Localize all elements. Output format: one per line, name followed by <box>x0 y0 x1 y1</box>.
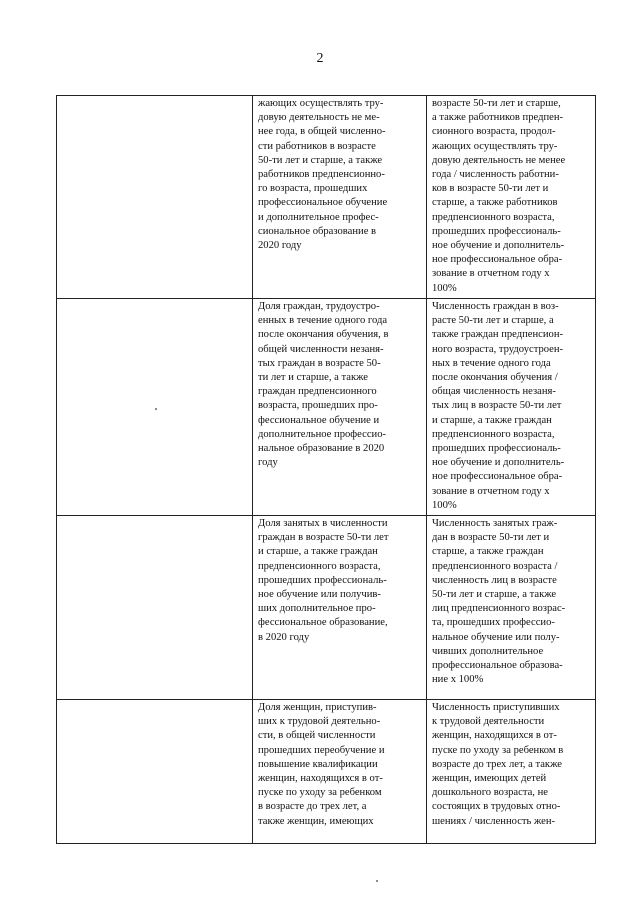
text-line: старше, а также граждан <box>432 546 544 558</box>
text-line: ших дополнительное про- <box>258 603 376 615</box>
text-line: после окончания обучения, в <box>258 329 389 341</box>
formula-text <box>427 96 595 296</box>
text-line: предпенсионного возраста, <box>432 211 555 223</box>
table-row <box>57 299 596 516</box>
text-line: тых граждан в возрасте 50- <box>258 357 381 369</box>
formula-cell <box>427 700 596 844</box>
text-line: фессиональное обучение и <box>258 414 380 426</box>
text-line: фессиональное образование, <box>258 617 388 629</box>
scan-speck <box>376 880 378 882</box>
table-row <box>57 516 596 700</box>
text-line: 100% <box>432 499 457 511</box>
text-line: общая численность незаня- <box>432 386 556 398</box>
text-line: Доля занятых в численности <box>258 518 388 529</box>
text-line: ших к трудовой деятельно- <box>258 716 381 728</box>
text-line: енных в течение одного года <box>258 315 388 327</box>
text-line: нальное образование в 2020 <box>258 443 385 455</box>
empty-cell <box>57 96 253 299</box>
text-line: лиц предпенсионного возрас- <box>432 603 566 615</box>
text-line: ное обучение и дополнитель- <box>432 457 565 469</box>
text-line: в возрасте до трех лет, а <box>258 801 367 813</box>
text-line: ние х 100% <box>432 674 484 686</box>
text-line: го возраста, прошедших <box>258 183 368 195</box>
text-line: ти лет и старше, а также <box>258 372 368 384</box>
text-line: сти работников в возрасте <box>258 140 376 152</box>
text-line: дошкольного возраста, не <box>432 787 548 799</box>
formula-cell <box>427 516 596 700</box>
text-line: чивших дополнительное <box>432 645 544 657</box>
text-line: возрасте 50-ти лет и старше, <box>432 98 561 109</box>
text-line: к трудовой деятельности <box>432 716 545 728</box>
text-line: предпенсионного возраста / <box>432 560 558 572</box>
text-line: прошедших переобучение и <box>258 744 385 756</box>
table-row <box>57 700 596 844</box>
text-line: численность лиц в возрасте <box>432 574 557 586</box>
indicator-cell <box>253 299 427 516</box>
text-line: расте 50-ти лет и старше, а <box>432 315 554 327</box>
text-line: ков в возрасте 50-ти лет и <box>432 183 549 195</box>
text-line: 50-ти лет и старше, а также <box>258 154 383 166</box>
text-line: шениях / численность жен- <box>432 815 556 827</box>
text-line: предпенсионного возраста, <box>258 560 381 572</box>
text-line: а также работников предпен- <box>432 112 564 124</box>
text-line: Численность приступивших <box>432 702 560 713</box>
formula-text <box>427 299 595 513</box>
text-line: состоящих в трудовых отно- <box>432 801 561 813</box>
empty-cell <box>57 700 253 844</box>
text-line: общей численности незаня- <box>258 343 384 355</box>
text-line: пуске по уходу за ребенком в <box>432 744 564 756</box>
text-line: женщин, находящихся в от- <box>258 773 383 785</box>
table-row <box>57 96 596 299</box>
text-line: довую деятельность не менее <box>432 154 566 166</box>
text-line: жающих осуществлять тру- <box>258 98 384 109</box>
text-line: зование в отчетном году х <box>432 485 550 497</box>
text-line: сиональное образование в <box>258 225 377 237</box>
text-line: повышение квалификации <box>258 758 378 770</box>
indicator-text <box>253 700 426 842</box>
text-line: старше, а также работников <box>432 197 558 209</box>
text-line: Численность занятых граж- <box>432 518 558 529</box>
indicator-cell <box>253 700 427 844</box>
text-line: ное обучение или получив- <box>258 589 381 601</box>
text-line: профессиональное обучение <box>258 197 388 209</box>
text-line: дополнительное профессио- <box>258 428 387 440</box>
text-line: профессиональное образова- <box>432 660 563 672</box>
text-line: ное профессиональное обра- <box>432 471 563 483</box>
text-line: 2020 году <box>258 240 302 252</box>
text-line: женщин, имеющих детей <box>432 773 547 785</box>
text-line: дан в возрасте 50-ти лет и <box>432 532 550 544</box>
text-line: нальное обучение или полу- <box>432 631 560 643</box>
text-line: года / численность работни- <box>432 169 559 181</box>
indicator-cell <box>253 96 427 299</box>
text-line: тых лиц в возрасте 50-ти лет <box>432 400 562 412</box>
scan-speck <box>155 408 157 410</box>
text-line: зование в отчетном году х <box>432 268 550 280</box>
formula-text <box>427 516 595 687</box>
text-line: в 2020 году <box>258 631 310 643</box>
text-line: и дополнительное профес- <box>258 211 379 223</box>
formula-cell <box>427 96 596 299</box>
indicator-text <box>253 299 426 470</box>
text-line: нее года, в общей численно- <box>258 126 386 138</box>
page-number: 2 <box>316 51 324 66</box>
text-line: 100% <box>432 282 457 294</box>
text-line: жающих осуществлять тру- <box>432 140 558 152</box>
text-line: довую деятельность не ме- <box>258 112 380 124</box>
text-line: ное обучение и дополнитель- <box>432 240 565 252</box>
text-line: ное профессиональное обра- <box>432 254 563 266</box>
indicator-text <box>253 96 426 253</box>
text-line: также граждан предпенсион- <box>432 329 564 341</box>
text-line: сти, в общей численности <box>258 730 376 742</box>
text-line: граждан предпенсионного <box>258 386 377 398</box>
text-line: возрасте до трех лет, а также <box>432 758 562 770</box>
text-line: прошедших профессиональ- <box>432 225 561 237</box>
text-line: и старше, а также граждан <box>432 414 552 426</box>
text-line: граждан в возрасте 50-ти лет <box>258 532 389 544</box>
text-line: Численность граждан в воз- <box>432 301 559 312</box>
indicator-cell <box>253 516 427 700</box>
text-line: женщин, находящихся в от- <box>432 730 557 742</box>
text-line: работников предпенсионно- <box>258 169 385 181</box>
empty-cell <box>57 299 253 516</box>
indicators-table <box>56 95 596 844</box>
text-line: предпенсионного возраста, <box>432 428 555 440</box>
text-line: Доля граждан, трудоустро- <box>258 301 380 312</box>
text-line: пуске по уходу за ребенком <box>258 787 382 799</box>
text-line: сионного возраста, продол- <box>432 126 556 138</box>
text-line: году <box>258 457 278 469</box>
text-line: ных в течение одного года <box>432 357 551 369</box>
text-line: та, прошедших профессио- <box>432 617 555 629</box>
text-line: и старше, а также граждан <box>258 546 378 558</box>
formula-text <box>427 700 595 842</box>
indicator-text <box>253 516 426 645</box>
text-line: также женщин, имеющих <box>258 815 374 827</box>
empty-cell <box>57 516 253 700</box>
text-line: ного возраста, трудоустроен- <box>432 343 564 355</box>
text-line: Доля женщин, приступив- <box>258 702 377 713</box>
formula-cell <box>427 299 596 516</box>
text-line: прошедших профессиональ- <box>258 574 387 586</box>
text-line: прошедших профессиональ- <box>432 443 561 455</box>
text-line: 50-ти лет и старше, а также <box>432 589 557 601</box>
text-line: после окончания обучения / <box>432 372 558 384</box>
text-line: возраста, прошедших про- <box>258 400 378 412</box>
